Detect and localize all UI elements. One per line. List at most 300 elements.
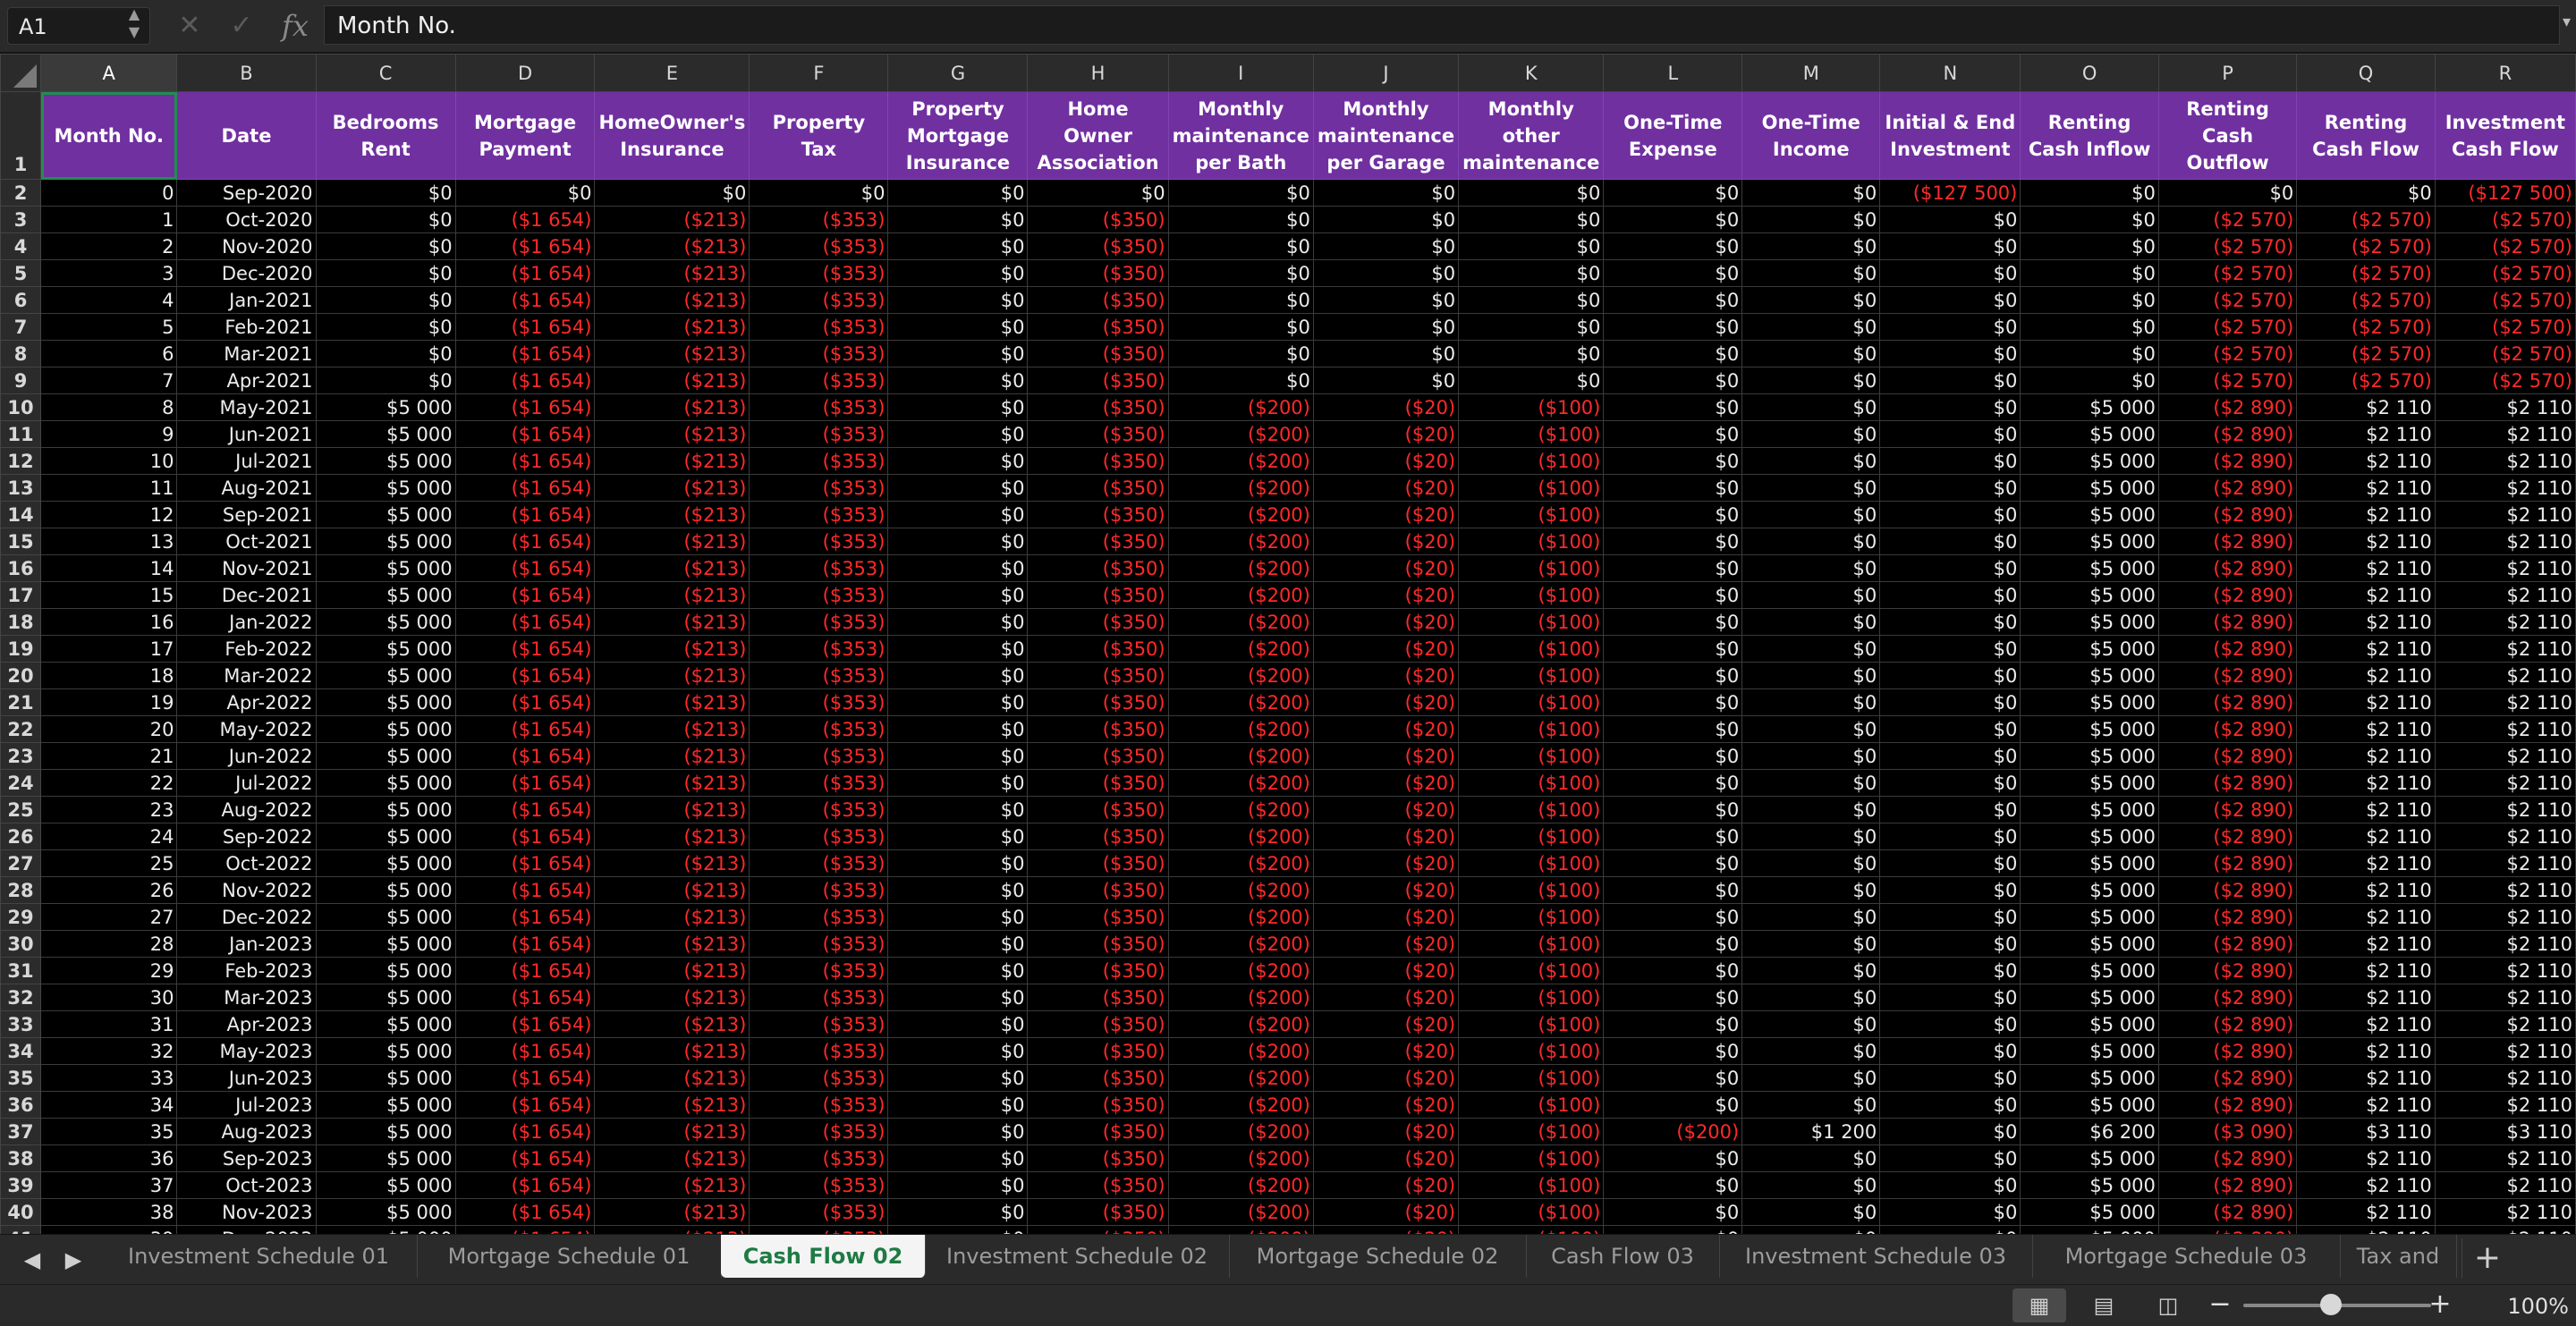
data-cell[interactable]: $2 110 — [2435, 448, 2575, 475]
data-cell[interactable]: $0 — [1168, 341, 1313, 367]
data-cell[interactable]: ($100) — [1459, 1065, 1604, 1092]
data-cell[interactable]: 36 — [41, 1145, 177, 1172]
data-cell[interactable]: $0 — [1604, 555, 1742, 582]
data-cell[interactable]: $0 — [316, 207, 455, 233]
column-header-h[interactable]: H — [1028, 55, 1168, 92]
data-cell[interactable]: ($353) — [750, 904, 888, 931]
data-cell[interactable]: ($1 654) — [455, 394, 595, 421]
data-cell[interactable]: $0 — [1742, 421, 1880, 448]
row-header[interactable]: 15 — [1, 528, 41, 555]
data-cell[interactable]: $0 — [1742, 367, 1880, 394]
data-cell[interactable]: ($100) — [1459, 636, 1604, 663]
column-title-cell[interactable]: Renting Cash Inflow — [2021, 92, 2158, 180]
data-cell[interactable]: $5 000 — [316, 770, 455, 797]
data-cell[interactable]: ($200) — [1168, 1011, 1313, 1038]
name-box-stepper-icon[interactable]: ▲ ▼ — [128, 5, 140, 40]
data-cell[interactable]: ($1 654) — [455, 341, 595, 367]
data-cell[interactable]: $2 110 — [2297, 823, 2435, 850]
data-cell[interactable]: ($2 570) — [2297, 367, 2435, 394]
data-cell[interactable]: $5 000 — [316, 1119, 455, 1145]
data-cell[interactable]: ($200) — [1168, 394, 1313, 421]
data-cell[interactable]: Nov-2021 — [177, 555, 316, 582]
data-cell[interactable]: $0 — [1459, 180, 1604, 207]
data-cell[interactable]: $2 110 — [2297, 1038, 2435, 1065]
data-cell[interactable]: $0 — [1880, 555, 2021, 582]
data-cell[interactable]: $5 000 — [2021, 475, 2158, 502]
data-cell[interactable]: ($2 890) — [2158, 475, 2296, 502]
data-cell[interactable]: ($2 890) — [2158, 636, 2296, 663]
data-cell[interactable]: ($2 890) — [2158, 877, 2296, 904]
data-cell[interactable]: $0 — [1742, 1065, 1880, 1092]
data-cell[interactable]: $0 — [2021, 233, 2158, 260]
data-cell[interactable]: ($350) — [1028, 1038, 1168, 1065]
data-cell[interactable]: ($1 654) — [455, 1172, 595, 1199]
data-cell[interactable]: $0 — [1604, 207, 1742, 233]
data-cell[interactable]: ($350) — [1028, 260, 1168, 287]
data-cell[interactable]: $5 000 — [2021, 502, 2158, 528]
data-cell[interactable]: $0 — [1880, 663, 2021, 689]
data-cell[interactable]: 6 — [41, 341, 177, 367]
data-cell[interactable]: ($213) — [595, 904, 750, 931]
data-cell[interactable]: $0 — [888, 421, 1028, 448]
data-cell[interactable]: Feb-2021 — [177, 314, 316, 341]
data-cell[interactable]: $5 000 — [316, 1092, 455, 1119]
data-cell[interactable]: $0 — [888, 823, 1028, 850]
data-cell[interactable]: $0 — [1880, 233, 2021, 260]
data-cell[interactable]: ($20) — [1313, 823, 1458, 850]
data-cell[interactable]: $5 000 — [316, 1038, 455, 1065]
data-cell[interactable]: $0 — [1742, 797, 1880, 823]
data-cell[interactable]: ($353) — [750, 528, 888, 555]
data-cell[interactable]: $2 110 — [2435, 475, 2575, 502]
data-cell[interactable]: $0 — [1880, 528, 2021, 555]
data-cell[interactable]: $0 — [1168, 367, 1313, 394]
data-cell[interactable]: $5 000 — [316, 716, 455, 743]
data-cell[interactable]: $0 — [316, 341, 455, 367]
data-cell[interactable]: $0 — [1604, 716, 1742, 743]
data-cell[interactable]: $5 000 — [316, 904, 455, 931]
data-cell[interactable]: ($200) — [1168, 770, 1313, 797]
data-cell[interactable]: ($1 654) — [455, 314, 595, 341]
sheet-tab[interactable]: Mortgage Schedule 02 — [1229, 1235, 1527, 1278]
data-cell[interactable]: ($1 654) — [455, 448, 595, 475]
data-cell[interactable]: ($353) — [750, 958, 888, 984]
row-header[interactable]: 2 — [1, 180, 41, 207]
data-cell[interactable]: $0 — [1313, 367, 1458, 394]
column-title-cell[interactable]: One-Time Expense — [1604, 92, 1742, 180]
data-cell[interactable]: $0 — [1604, 367, 1742, 394]
data-cell[interactable]: $0 — [1880, 1172, 2021, 1199]
data-cell[interactable]: ($20) — [1313, 1038, 1458, 1065]
data-cell[interactable]: ($350) — [1028, 314, 1168, 341]
data-cell[interactable]: Jan-2022 — [177, 609, 316, 636]
data-cell[interactable]: ($20) — [1313, 1172, 1458, 1199]
row-header[interactable]: 9 — [1, 367, 41, 394]
data-cell[interactable]: Oct-2023 — [177, 1172, 316, 1199]
row-header[interactable]: 39 — [1, 1172, 41, 1199]
data-cell[interactable]: Dec-2020 — [177, 260, 316, 287]
data-cell[interactable]: $0 — [1604, 689, 1742, 716]
data-cell[interactable]: $0 — [888, 663, 1028, 689]
data-cell[interactable]: $5 000 — [316, 1172, 455, 1199]
data-cell[interactable]: $0 — [1742, 582, 1880, 609]
data-cell[interactable]: 27 — [41, 904, 177, 931]
data-cell[interactable]: ($20) — [1313, 877, 1458, 904]
data-cell[interactable]: $2 110 — [2297, 797, 2435, 823]
column-header-o[interactable]: O — [2021, 55, 2158, 92]
data-cell[interactable]: $5 000 — [316, 1065, 455, 1092]
data-cell[interactable]: ($1 654) — [455, 823, 595, 850]
data-cell[interactable]: ($2 890) — [2158, 1145, 2296, 1172]
formula-input[interactable]: Month No. — [324, 5, 2560, 45]
data-cell[interactable]: ($1 654) — [455, 743, 595, 770]
data-cell[interactable]: ($353) — [750, 1119, 888, 1145]
data-cell[interactable]: $0 — [1880, 716, 2021, 743]
data-cell[interactable]: ($20) — [1313, 663, 1458, 689]
data-cell[interactable]: $0 — [1880, 1119, 2021, 1145]
data-cell[interactable]: ($200) — [1168, 716, 1313, 743]
data-cell[interactable]: $0 — [1604, 448, 1742, 475]
data-cell[interactable]: ($20) — [1313, 421, 1458, 448]
data-cell[interactable]: ($1 654) — [455, 555, 595, 582]
data-cell[interactable]: $0 — [1880, 984, 2021, 1011]
data-cell[interactable]: $5 000 — [2021, 1038, 2158, 1065]
data-cell[interactable]: ($20) — [1313, 1065, 1458, 1092]
data-cell[interactable]: ($2 890) — [2158, 421, 2296, 448]
data-cell[interactable]: ($2 890) — [2158, 528, 2296, 555]
data-cell[interactable]: $0 — [888, 1119, 1028, 1145]
data-cell[interactable]: $0 — [1604, 984, 1742, 1011]
data-cell[interactable]: Mar-2021 — [177, 341, 316, 367]
data-cell[interactable]: $0 — [1459, 314, 1604, 341]
data-cell[interactable]: ($350) — [1028, 233, 1168, 260]
data-cell[interactable]: ($353) — [750, 421, 888, 448]
data-cell[interactable]: ($353) — [750, 743, 888, 770]
data-cell[interactable]: ($353) — [750, 367, 888, 394]
data-cell[interactable]: ($100) — [1459, 850, 1604, 877]
data-cell[interactable]: 21 — [41, 743, 177, 770]
data-cell[interactable]: $5 000 — [2021, 689, 2158, 716]
data-cell[interactable]: ($213) — [595, 502, 750, 528]
data-cell[interactable]: ($100) — [1459, 958, 1604, 984]
data-cell[interactable]: ($353) — [750, 1065, 888, 1092]
data-cell[interactable]: $0 — [1604, 421, 1742, 448]
row-header[interactable]: 25 — [1, 797, 41, 823]
data-cell[interactable]: ($350) — [1028, 1119, 1168, 1145]
data-cell[interactable]: ($100) — [1459, 1199, 1604, 1226]
data-cell[interactable]: ($200) — [1168, 689, 1313, 716]
data-cell[interactable]: ($350) — [1028, 207, 1168, 233]
data-cell[interactable]: $6 200 — [2021, 1119, 2158, 1145]
data-cell[interactable]: $2 110 — [2297, 502, 2435, 528]
data-cell[interactable]: ($2 570) — [2297, 233, 2435, 260]
row-header[interactable]: 17 — [1, 582, 41, 609]
data-cell[interactable]: $0 — [2021, 341, 2158, 367]
data-cell[interactable]: ($1 654) — [455, 475, 595, 502]
data-cell[interactable]: $0 — [1459, 260, 1604, 287]
data-cell[interactable]: 14 — [41, 555, 177, 582]
data-cell[interactable]: ($20) — [1313, 528, 1458, 555]
data-cell[interactable]: $2 110 — [2435, 1172, 2575, 1199]
data-cell[interactable]: ($20) — [1313, 448, 1458, 475]
data-cell[interactable]: $0 — [888, 555, 1028, 582]
data-cell[interactable]: $0 — [1459, 287, 1604, 314]
data-cell[interactable]: $5 000 — [2021, 984, 2158, 1011]
data-cell[interactable]: ($353) — [750, 931, 888, 958]
data-cell[interactable]: $0 — [316, 367, 455, 394]
data-cell[interactable]: ($1 654) — [455, 1119, 595, 1145]
data-cell[interactable]: ($350) — [1028, 475, 1168, 502]
data-cell[interactable]: ($2 890) — [2158, 904, 2296, 931]
data-cell[interactable]: ($2 890) — [2158, 1065, 2296, 1092]
data-cell[interactable]: $2 110 — [2435, 1065, 2575, 1092]
data-cell[interactable]: $0 — [1742, 1011, 1880, 1038]
data-cell[interactable]: $0 — [888, 716, 1028, 743]
data-cell[interactable]: $0 — [1459, 367, 1604, 394]
data-cell[interactable]: $2 110 — [2435, 421, 2575, 448]
data-cell[interactable]: ($2 890) — [2158, 850, 2296, 877]
data-cell[interactable]: $0 — [1604, 394, 1742, 421]
data-cell[interactable]: ($2 890) — [2158, 1011, 2296, 1038]
data-cell[interactable]: $2 110 — [2297, 394, 2435, 421]
row-header[interactable]: 5 — [1, 260, 41, 287]
data-cell[interactable]: $0 — [1742, 555, 1880, 582]
data-cell[interactable]: ($353) — [750, 1172, 888, 1199]
data-cell[interactable]: ($1 654) — [455, 904, 595, 931]
data-cell[interactable]: $5 000 — [2021, 1011, 2158, 1038]
data-cell[interactable]: $0 — [888, 958, 1028, 984]
data-cell[interactable]: ($353) — [750, 663, 888, 689]
data-cell[interactable]: ($350) — [1028, 797, 1168, 823]
data-cell[interactable]: $0 — [1313, 314, 1458, 341]
data-cell[interactable]: ($200) — [1168, 984, 1313, 1011]
data-cell[interactable]: 35 — [41, 1119, 177, 1145]
data-cell[interactable]: $0 — [1880, 367, 2021, 394]
data-cell[interactable]: Jul-2021 — [177, 448, 316, 475]
data-cell[interactable]: ($200) — [1168, 555, 1313, 582]
column-header-c[interactable]: C — [316, 55, 455, 92]
data-cell[interactable]: $0 — [888, 341, 1028, 367]
data-cell[interactable]: $2 110 — [2435, 797, 2575, 823]
data-cell[interactable]: $5 000 — [316, 421, 455, 448]
data-cell[interactable]: ($213) — [595, 1038, 750, 1065]
data-cell[interactable]: ($20) — [1313, 1092, 1458, 1119]
data-cell[interactable]: $0 — [1742, 394, 1880, 421]
data-cell[interactable]: $0 — [1880, 877, 2021, 904]
data-cell[interactable]: ($2 570) — [2158, 341, 2296, 367]
data-cell[interactable]: $0 — [750, 180, 888, 207]
data-cell[interactable]: $2 110 — [2297, 609, 2435, 636]
data-cell[interactable]: ($100) — [1459, 394, 1604, 421]
data-cell[interactable]: ($213) — [595, 609, 750, 636]
data-cell[interactable]: $0 — [1604, 528, 1742, 555]
data-cell[interactable]: ($2 890) — [2158, 931, 2296, 958]
sheet-tab[interactable]: Investment Schedule 02 — [925, 1235, 1230, 1278]
sheet-tab[interactable]: Investment Schedule 03 — [1719, 1235, 2033, 1278]
data-cell[interactable]: $5 000 — [2021, 636, 2158, 663]
data-cell[interactable]: ($350) — [1028, 394, 1168, 421]
data-cell[interactable]: $0 — [1742, 260, 1880, 287]
data-cell[interactable]: 24 — [41, 823, 177, 850]
data-cell[interactable]: $0 — [1880, 1199, 2021, 1226]
data-cell[interactable]: Dec-2022 — [177, 904, 316, 931]
data-cell[interactable]: ($213) — [595, 931, 750, 958]
data-cell[interactable]: $5 000 — [316, 609, 455, 636]
data-cell[interactable]: Apr-2022 — [177, 689, 316, 716]
data-cell[interactable]: ($213) — [595, 689, 750, 716]
data-cell[interactable]: $0 — [1742, 180, 1880, 207]
data-cell[interactable]: $2 110 — [2435, 555, 2575, 582]
data-cell[interactable]: ($127 500) — [1880, 180, 2021, 207]
data-cell[interactable]: $0 — [1880, 636, 2021, 663]
data-cell[interactable]: ($213) — [595, 287, 750, 314]
data-cell[interactable]: $5 000 — [316, 877, 455, 904]
row-header[interactable]: 26 — [1, 823, 41, 850]
data-cell[interactable]: $0 — [1880, 502, 2021, 528]
column-title-cell[interactable]: Monthly maintenance per Garage — [1313, 92, 1458, 180]
row-header[interactable]: 35 — [1, 1065, 41, 1092]
row-header[interactable]: 34 — [1, 1038, 41, 1065]
data-cell[interactable]: ($213) — [595, 1092, 750, 1119]
data-cell[interactable]: $0 — [1880, 1145, 2021, 1172]
data-cell[interactable]: ($100) — [1459, 877, 1604, 904]
data-cell[interactable]: $0 — [1742, 609, 1880, 636]
column-title-cell[interactable]: Date — [177, 92, 316, 180]
data-cell[interactable]: $0 — [1604, 1092, 1742, 1119]
sheet-tab[interactable]: Mortgage Schedule 03 — [2032, 1235, 2341, 1278]
data-cell[interactable]: ($20) — [1313, 502, 1458, 528]
data-cell[interactable]: $0 — [888, 609, 1028, 636]
data-cell[interactable]: $0 — [888, 1038, 1028, 1065]
data-cell[interactable]: Nov-2022 — [177, 877, 316, 904]
data-cell[interactable]: $0 — [1313, 207, 1458, 233]
data-cell[interactable]: ($353) — [750, 689, 888, 716]
column-title-cell[interactable]: Renting Cash Outflow — [2158, 92, 2296, 180]
data-cell[interactable]: ($353) — [750, 1038, 888, 1065]
row-header[interactable]: 36 — [1, 1092, 41, 1119]
data-cell[interactable]: $0 — [2158, 180, 2296, 207]
data-cell[interactable]: $0 — [888, 1199, 1028, 1226]
data-cell[interactable]: ($350) — [1028, 341, 1168, 367]
row-header[interactable]: 20 — [1, 663, 41, 689]
data-cell[interactable]: $0 — [316, 260, 455, 287]
data-cell[interactable]: ($20) — [1313, 770, 1458, 797]
data-cell[interactable]: ($2 570) — [2158, 367, 2296, 394]
row-header[interactable]: 16 — [1, 555, 41, 582]
data-cell[interactable]: ($350) — [1028, 367, 1168, 394]
data-cell[interactable]: ($350) — [1028, 502, 1168, 528]
data-cell[interactable]: 32 — [41, 1038, 177, 1065]
data-cell[interactable]: ($353) — [750, 475, 888, 502]
data-cell[interactable]: Nov-2023 — [177, 1199, 316, 1226]
data-cell[interactable]: ($200) — [1168, 528, 1313, 555]
data-cell[interactable]: $2 110 — [2297, 475, 2435, 502]
column-title-cell[interactable]: Initial & End Investment — [1880, 92, 2021, 180]
row-header[interactable]: 32 — [1, 984, 41, 1011]
data-cell[interactable]: $2 110 — [2297, 850, 2435, 877]
data-cell[interactable]: $0 — [595, 180, 750, 207]
column-header-l[interactable]: L — [1604, 55, 1742, 92]
data-cell[interactable]: $0 — [1604, 958, 1742, 984]
data-cell[interactable]: $0 — [1168, 180, 1313, 207]
confirm-icon[interactable]: ✓ — [230, 10, 253, 41]
data-cell[interactable]: $5 000 — [316, 502, 455, 528]
data-cell[interactable]: ($213) — [595, 958, 750, 984]
data-cell[interactable]: ($100) — [1459, 421, 1604, 448]
data-cell[interactable]: ($100) — [1459, 502, 1604, 528]
data-cell[interactable]: 25 — [41, 850, 177, 877]
data-cell[interactable]: 37 — [41, 1172, 177, 1199]
data-cell[interactable]: ($100) — [1459, 1092, 1604, 1119]
data-cell[interactable]: $0 — [316, 314, 455, 341]
data-cell[interactable]: $5 000 — [316, 984, 455, 1011]
data-cell[interactable]: $0 — [1742, 663, 1880, 689]
data-cell[interactable]: $0 — [1604, 663, 1742, 689]
data-cell[interactable]: $0 — [1880, 1065, 2021, 1092]
data-cell[interactable]: $5 000 — [316, 582, 455, 609]
data-cell[interactable]: $0 — [888, 931, 1028, 958]
data-cell[interactable]: ($353) — [750, 233, 888, 260]
normal-view-icon[interactable]: ▦ — [2012, 1288, 2066, 1322]
data-cell[interactable]: Mar-2022 — [177, 663, 316, 689]
data-cell[interactable]: Sep-2022 — [177, 823, 316, 850]
data-cell[interactable]: ($1 654) — [455, 1092, 595, 1119]
data-cell[interactable]: $2 110 — [2297, 716, 2435, 743]
data-cell[interactable]: ($1 654) — [455, 1065, 595, 1092]
data-cell[interactable]: ($100) — [1459, 797, 1604, 823]
data-cell[interactable]: ($200) — [1168, 475, 1313, 502]
next-sheet-icon[interactable]: ▶ — [64, 1247, 82, 1272]
data-cell[interactable]: Jun-2023 — [177, 1065, 316, 1092]
data-cell[interactable]: ($100) — [1459, 931, 1604, 958]
data-cell[interactable]: ($213) — [595, 877, 750, 904]
data-cell[interactable]: $0 — [1604, 931, 1742, 958]
data-cell[interactable]: $0 — [1742, 233, 1880, 260]
data-cell[interactable]: $5 000 — [2021, 797, 2158, 823]
data-cell[interactable]: $5 000 — [316, 636, 455, 663]
data-cell[interactable]: ($20) — [1313, 475, 1458, 502]
column-title-cell[interactable]: Property Mortgage Insurance — [888, 92, 1028, 180]
data-cell[interactable]: $2 110 — [2435, 743, 2575, 770]
data-cell[interactable]: $0 — [316, 180, 455, 207]
data-cell[interactable]: Sep-2023 — [177, 1145, 316, 1172]
data-cell[interactable]: ($350) — [1028, 770, 1168, 797]
data-cell[interactable]: ($1 654) — [455, 233, 595, 260]
column-title-cell[interactable]: Monthly maintenance per Bath — [1168, 92, 1313, 180]
data-cell[interactable]: 19 — [41, 689, 177, 716]
data-cell[interactable]: $0 — [888, 394, 1028, 421]
data-cell[interactable]: $0 — [1880, 287, 2021, 314]
data-cell[interactable]: May-2023 — [177, 1038, 316, 1065]
data-cell[interactable]: ($2 570) — [2435, 287, 2575, 314]
data-cell[interactable]: $0 — [1742, 958, 1880, 984]
data-cell[interactable]: $5 000 — [316, 555, 455, 582]
data-cell[interactable]: $5 000 — [2021, 716, 2158, 743]
column-header-p[interactable]: P — [2158, 55, 2296, 92]
data-cell[interactable]: $5 000 — [2021, 448, 2158, 475]
data-cell[interactable]: ($100) — [1459, 1011, 1604, 1038]
data-cell[interactable]: ($200) — [1168, 502, 1313, 528]
data-cell[interactable]: ($2 570) — [2297, 207, 2435, 233]
data-cell[interactable]: ($100) — [1459, 689, 1604, 716]
data-cell[interactable]: ($350) — [1028, 716, 1168, 743]
data-cell[interactable]: ($200) — [1168, 1065, 1313, 1092]
data-cell[interactable]: ($20) — [1313, 1011, 1458, 1038]
data-cell[interactable]: $0 — [1604, 1172, 1742, 1199]
data-cell[interactable]: ($353) — [750, 877, 888, 904]
data-cell[interactable]: ($1 654) — [455, 528, 595, 555]
data-cell[interactable]: ($100) — [1459, 716, 1604, 743]
